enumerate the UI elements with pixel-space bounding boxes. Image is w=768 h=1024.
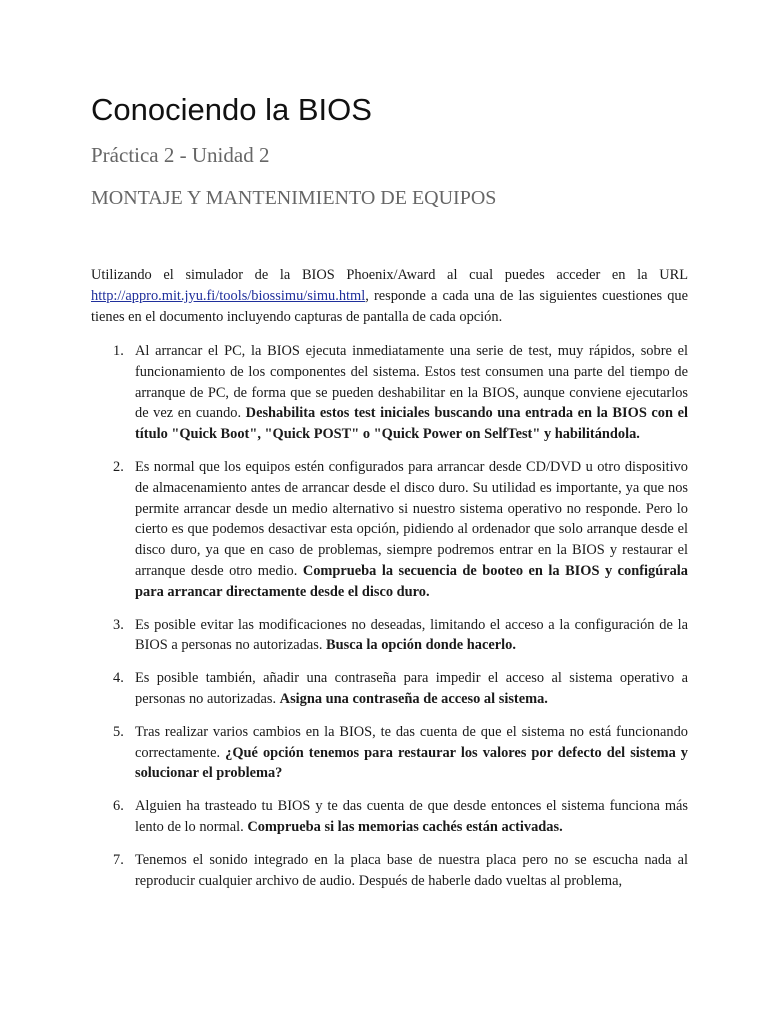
question-number: 2. (113, 458, 124, 475)
question-item (91, 615, 688, 657)
question-task: Asigna una contraseña de acceso al sistema. (279, 690, 548, 707)
intro-text-before: Utilizando el simulador de la BIOS Phoenix/Award al cual puedes acceder en la URL (91, 267, 688, 283)
question-number: 5. (113, 723, 124, 740)
question-text: Alguien ha trasteado tu BIOS y te das cuenta de que desde entonces el sistema funciona más lento de lo normal. (135, 798, 688, 835)
question-item (91, 457, 688, 603)
question-task: Deshabilita estos test iniciales buscando una entrada en la BIOS con el título "Quick Boot", "Quick POST" o "Quick Power on SelfTest" y habilitándola. (135, 405, 688, 443)
question-list (91, 341, 688, 903)
question-number: 4. (113, 670, 124, 687)
question-task: ¿Qué opción tenemos para restaurar los valores por defecto del sistema y solucionar el problema? (135, 744, 689, 782)
question-item (91, 796, 688, 838)
question-text: Tras realizar varios cambios en la BIOS, te das cuenta de que el sistema no está funcionando correctamente. (135, 723, 688, 761)
course-name: MONTAJE Y MANTENIMIENTO DE EQUIPOS (91, 187, 497, 209)
question-text: Es normal que los equipos estén configurados para arrancar desde CD/DVD u otro dispositivo de almacenamiento antes de arrancar desde el disco duro. Su utilidad es importante, ya que nos permite arrancar desde un medio alternativo si nuestro sistema operativo no responde. Pero lo cierto es que podemos desactivar esta opción, pidiendo al ordenador que solo arranque desde el disco duro, ya que en caso de problemas, siempre podremos entrar en la BIOS y restaurar el arranque desde otro medio. (135, 458, 688, 579)
question-item (91, 850, 688, 892)
question-task: Comprueba si las memorias cachés están activadas. (247, 818, 563, 835)
question-number: 3. (113, 616, 124, 633)
intro-paragraph (91, 265, 688, 327)
question-number: 6. (113, 798, 124, 815)
question-text: Es posible evitar las modificaciones no deseadas, limitando el acceso a la configuración de la BIOS a personas no autorizadas. (135, 616, 688, 654)
question-task: Busca la opción donde hacerlo. (326, 637, 516, 654)
question-text: Al arrancar el PC, la BIOS ejecuta inmediatamente una serie de test, muy rápidos, sobre el funcionamiento de los componentes del sistema. Estos test consumen una parte del tiempo de arranque de PC, de forma que se pueden deshabilitar en la BIOS, aunque conviene ejecutarlos de vez en cuando. (135, 343, 688, 422)
simulator-link[interactable]: http://appro.mit.jyu.fi/tools/biossimu/simu.html (91, 287, 366, 304)
question-text: Es posible también, añadir una contraseña para impedir el acceso al sistema operativo a personas no autorizadas. (135, 670, 688, 707)
question-item (91, 722, 688, 784)
document-title: Conociendo la BIOS (91, 92, 372, 127)
intro-text-after: , responde a cada una de las siguientes cuestiones que tienes en el documento incluyendo capturas de pantalla de cada opción. (91, 287, 688, 325)
question-text: Tenemos el sonido integrado en la placa base de nuestra placa pero no se escucha nada al reproducir cualquier archivo de audio. Después de haberle dado vueltas al problema, (135, 851, 688, 889)
question-item (91, 341, 688, 445)
document-subtitle: Práctica 2 - Unidad 2 (91, 143, 270, 167)
question-number: 7. (113, 851, 124, 868)
question-number: 1. (113, 343, 124, 359)
question-item (91, 668, 688, 710)
question-task: Comprueba la secuencia de booteo en la BIOS y configúrala para arrancar directamente desde el disco duro. (135, 562, 688, 600)
